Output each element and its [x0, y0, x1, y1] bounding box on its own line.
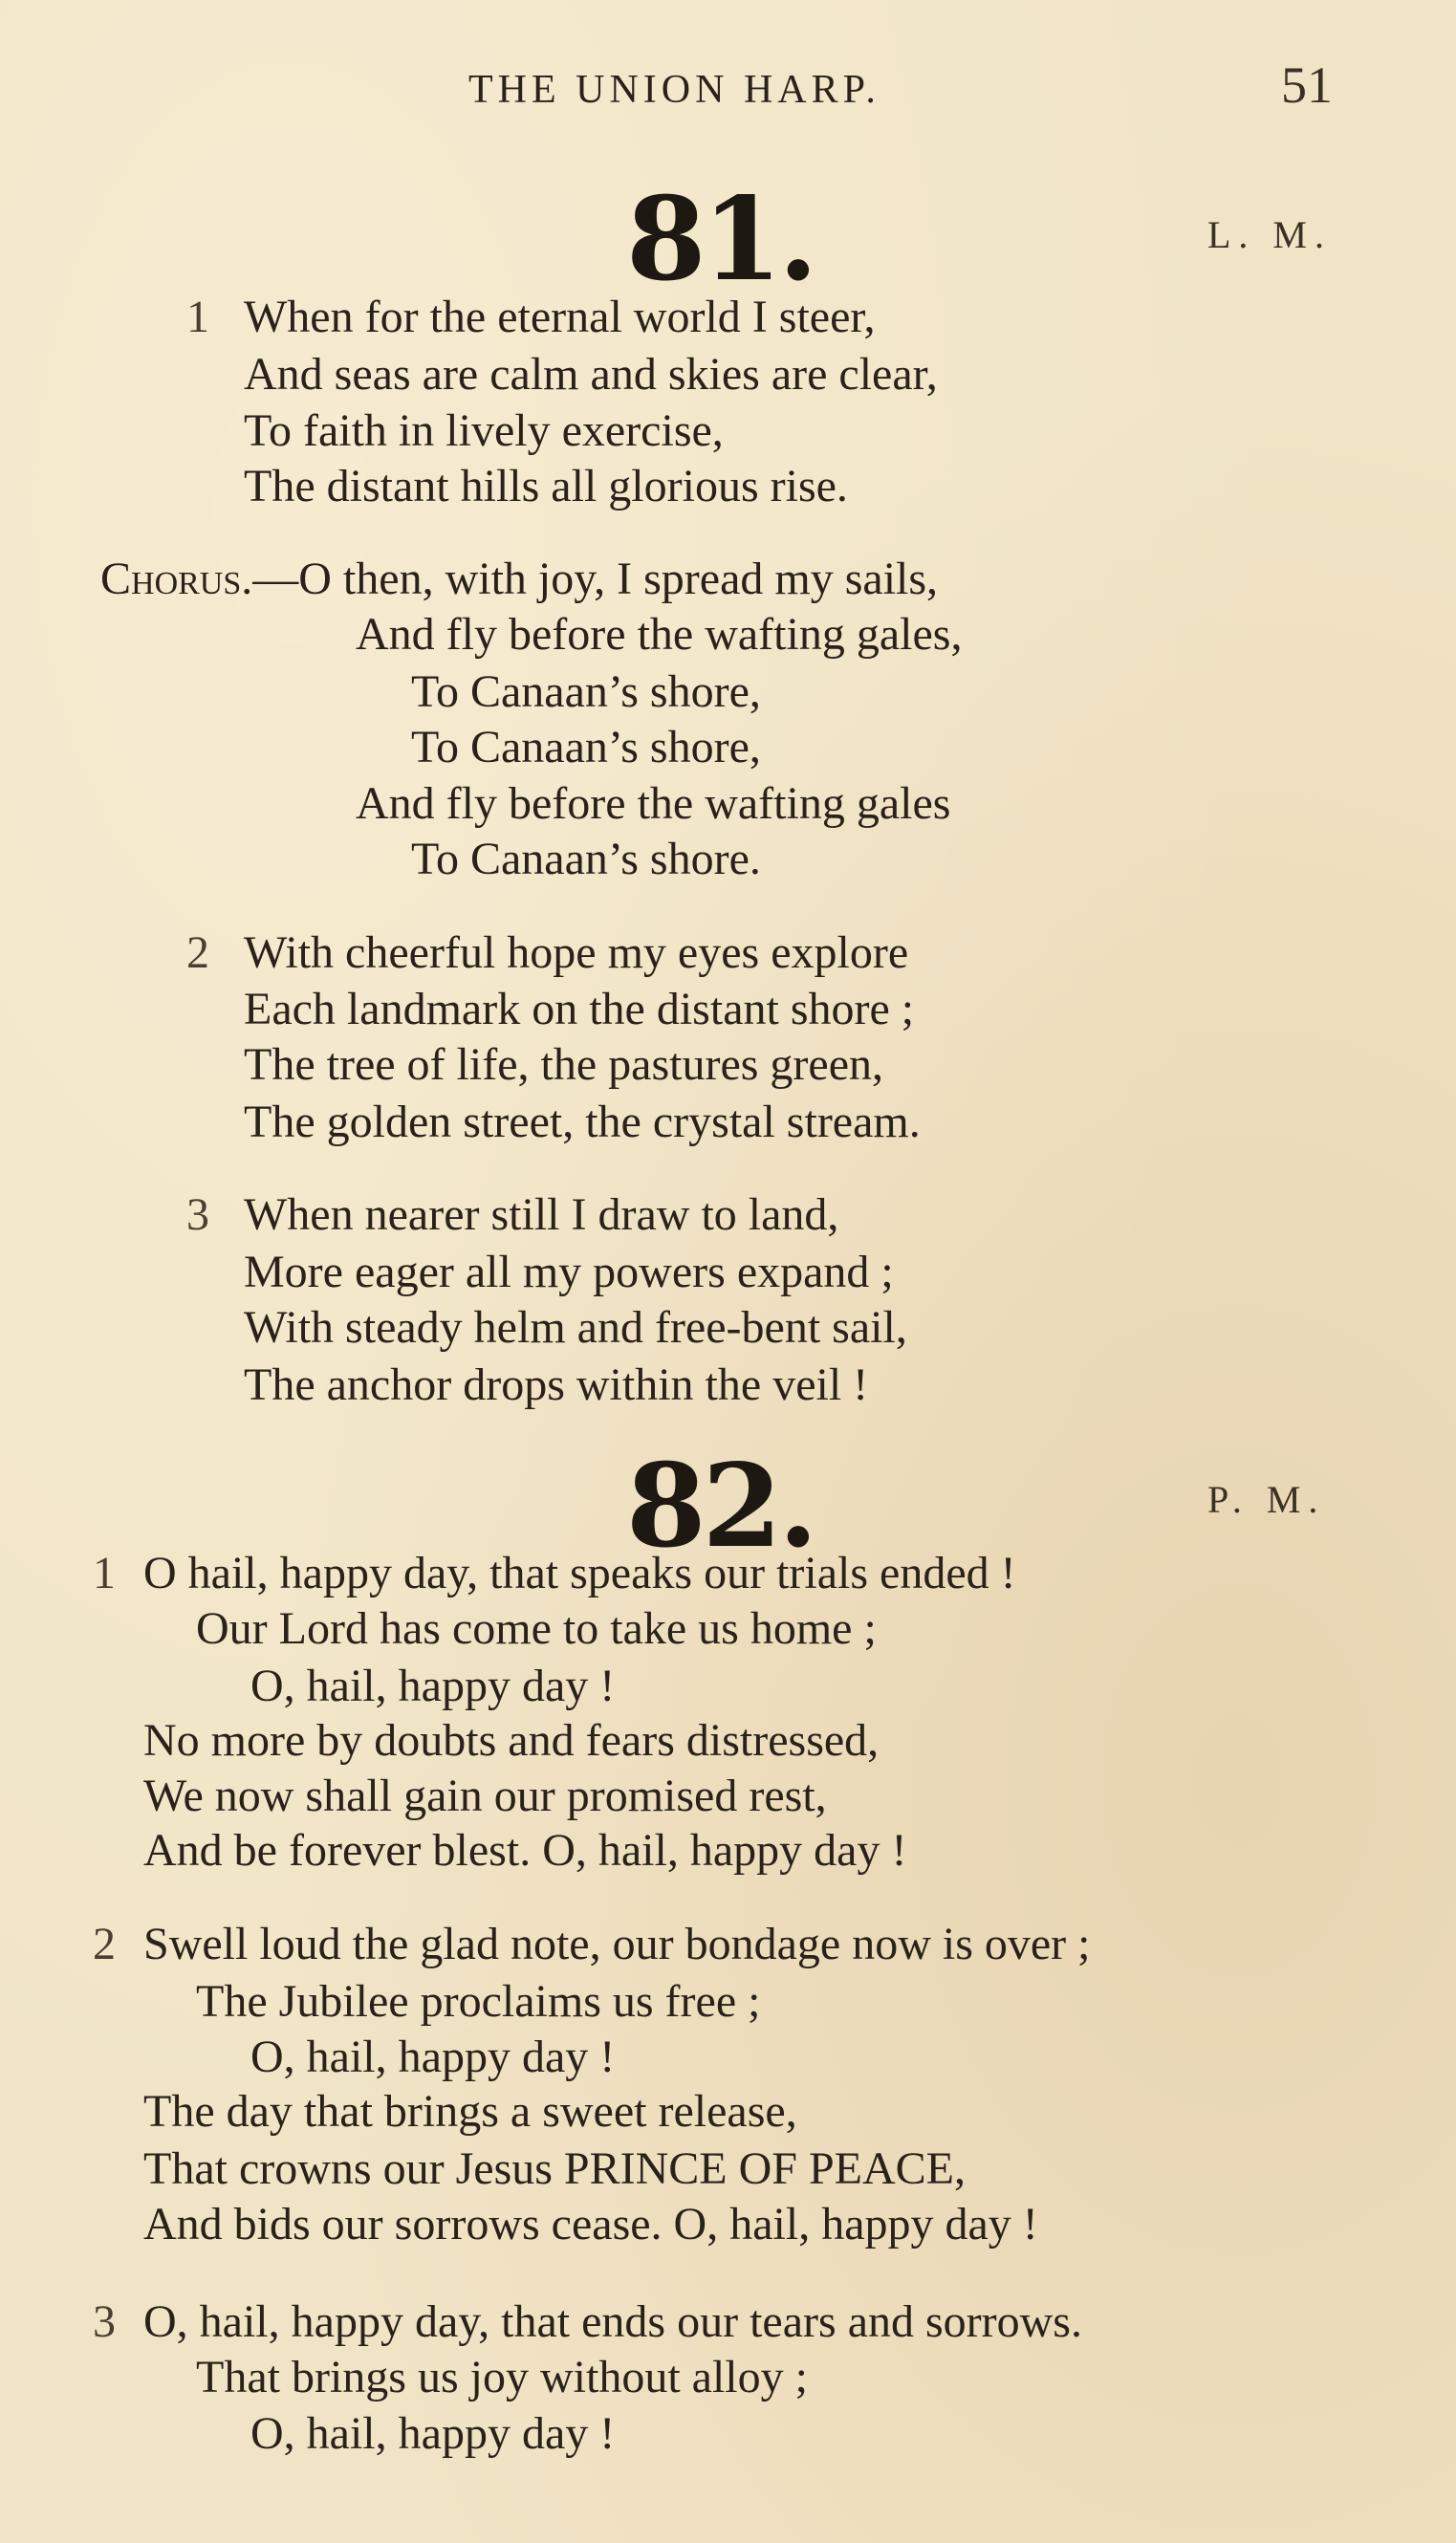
hymn-81-chorus-line-2: And fly before the wafting gales,	[356, 609, 963, 660]
hymn-82-verse-2-number: 2	[93, 1919, 116, 1969]
chorus-label: Chorus.	[100, 554, 253, 604]
hymn-82-verse-2-line-5: That crowns our Jesus PRINCE OF PEACE,	[143, 2143, 966, 2194]
hymn-81-verse-1-line-3: To faith in lively exercise,	[244, 405, 724, 456]
chorus-line-1-text: —O then, with joy, I spread my sails,	[252, 554, 939, 604]
hymn-82-verse-3-line-2: That brings us joy without alloy ;	[196, 2352, 808, 2402]
hymn-81-verse-2-line-4: The golden street, the crystal stream.	[244, 1097, 921, 1147]
hymn-81-verse-3-line-4: The anchor drops within the veil !	[244, 1359, 869, 1410]
hymn-82-meter: P. M.	[1207, 1478, 1326, 1521]
page-number: 51	[1281, 56, 1333, 114]
hymn-82-verse-2-line-4: The day that brings a sweet release,	[143, 2086, 797, 2137]
hymn-81-verse-3-number: 3	[186, 1189, 209, 1240]
hymn-81-verse-3-line-2: More eager all my powers expand ;	[244, 1247, 894, 1297]
hymn-82-verse-3-number: 3	[93, 2296, 116, 2347]
hymn-82-verse-3-line-3: O, hail, happy day !	[250, 2408, 616, 2459]
hymn-81-number: 81.	[626, 172, 815, 307]
hymn-82-number: 82.	[626, 1439, 815, 1574]
hymn-81-verse-2-line-2: Each landmark on the distant shore ;	[244, 984, 915, 1034]
hymn-81-chorus-line-6: To Canaan’s shore.	[411, 834, 761, 884]
hymn-82-verse-1-line-2: Our Lord has come to take us home ;	[196, 1603, 877, 1654]
hymn-82-verse-1-number: 1	[93, 1548, 116, 1598]
hymn-81-verse-2-line-1: With cheerful hope my eyes explore	[244, 927, 909, 978]
hymn-81-verse-3-line-3: With steady helm and free-bent sail,	[244, 1302, 907, 1353]
hymn-82-verse-2-line-1: Swell loud the glad note, our bondage now is over ;	[143, 1919, 1091, 1969]
hymn-81-verse-1-number: 1	[186, 292, 209, 342]
hymn-81-chorus-line-3: To Canaan’s shore,	[411, 666, 761, 717]
hymn-81-verse-1-line-2: And seas are calm and skies are clear,	[244, 349, 938, 400]
hymn-81-chorus-line-1	[100, 556, 938, 602]
hymn-81-chorus-line-5: And fly before the wafting gales	[356, 778, 951, 829]
hymn-81-meter: L. M.	[1207, 213, 1332, 256]
hymn-81-verse-2-line-3: The tree of life, the pastures green,	[244, 1039, 884, 1090]
hymn-82-verse-1-line-4: No more by doubts and fears distressed,	[143, 1715, 880, 1766]
running-header-title: THE UNION HARP.	[468, 68, 880, 112]
hymn-82-verse-2-line-3: O, hail, happy day !	[250, 2032, 616, 2082]
hymn-81-verse-1-line-4: The distant hills all glorious rise.	[244, 461, 848, 511]
hymn-82-verse-1-line-6: And be forever blest. O, hail, happy day !	[143, 1825, 907, 1876]
hymn-82-verse-2-line-2: The Jubilee proclaims us free ;	[196, 1976, 761, 2027]
hymn-81-verse-2-number: 2	[186, 927, 209, 978]
hymn-81-chorus-line-4: To Canaan’s shore,	[411, 722, 761, 772]
hymn-82-verse-1-line-3: O, hail, happy day !	[250, 1661, 616, 1711]
hymn-82-verse-2-line-6: And bids our sorrows cease. O, hail, happy day !	[143, 2199, 1038, 2250]
hymn-81-verse-3-line-1: When nearer still I draw to land,	[244, 1189, 839, 1240]
hymn-82-verse-1-line-1: O hail, happy day, that speaks our trials ended !	[143, 1548, 1016, 1598]
hymn-82-verse-3-line-1: O, hail, happy day, that ends our tears and sorrows.	[143, 2296, 1082, 2347]
hymn-82-verse-1-line-5: We now shall gain our promised rest,	[143, 1771, 827, 1821]
hymn-81-verse-1-line-1: When for the eternal world I steer,	[244, 292, 876, 342]
